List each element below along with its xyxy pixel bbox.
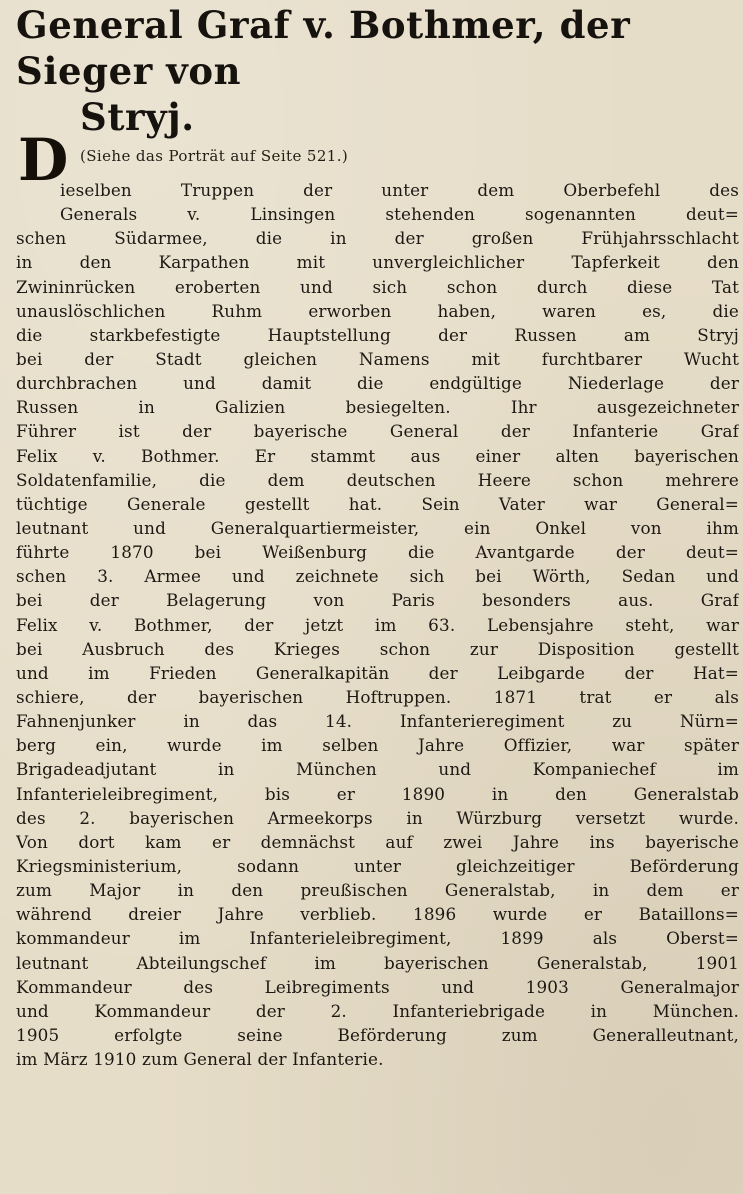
text-line: Von dort kam er demnächst auf zwei Jahre ins bayerische: [16, 831, 739, 852]
article-subtitle: (Siehe das Porträt auf Seite 521.): [80, 147, 349, 165]
text-line: Infanterieleibregiment, bis er 1890 in den Generalstab: [16, 783, 739, 804]
text-line: während dreier Jahre verblieb. 1896 wurde er Bataillons=: [16, 904, 739, 925]
text-line: Fahnenjunker in das 14. Infanterieregiment zu Nürn=: [16, 711, 739, 732]
article-title-line-2: Stryj.: [80, 95, 195, 139]
text-line: ieselben Truppen der unter dem Oberbefehl des: [60, 180, 739, 200]
text-line: bei der Stadt gleichen Namens mit furchtbarer Wucht: [16, 348, 739, 369]
text-line: leutnant und Generalquartiermeister, ein Onkel von ihm: [16, 517, 739, 538]
text-line: Kriegsministerium, sodann unter gleichzeitiger Beförderung: [16, 855, 739, 876]
text-line: Führer ist der bayerische General der Infanterie Graf: [16, 421, 739, 442]
text-line: unauslöschlichen Ruhm erworben haben, waren es, die: [16, 300, 739, 321]
text-line: und im Frieden Generalkapitän der Leibgarde der Hat=: [16, 662, 739, 683]
article-title-line-1: General Graf v. Bothmer, der Sieger von: [16, 3, 631, 93]
drop-cap: D: [18, 126, 69, 194]
text-line: 1905 erfolgte seine Beförderung zum Generalleutnant,: [16, 1024, 739, 1045]
text-line: des 2. bayerischen Armeekorps in Würzburg versetzt wurde.: [16, 807, 739, 828]
text-line: und Kommandeur der 2. Infanteriebrigade in München.: [16, 1000, 739, 1021]
text-line: Russen in Galizien besiegelten. Ihr ausgezeichneter: [16, 397, 739, 418]
article-title: [16, 2, 739, 140]
text-line: Soldatenfamilie, die dem deutschen Heere schon mehrere: [16, 469, 739, 490]
text-line: Kommandeur des Leibregiments und 1903 Generalmajor: [16, 976, 739, 997]
text-line: kommandeur im Infanterieleibregiment, 1899 als Oberst=: [16, 928, 739, 949]
text-line: die starkbefestigte Hauptstellung der Russen am Stryj: [16, 324, 739, 345]
text-line: bei der Belagerung von Paris besonders aus. Graf: [16, 590, 739, 611]
text-line: Felix v. Bothmer. Er stammt aus einer alten bayerischen: [16, 445, 739, 466]
text-line: führte 1870 bei Weißenburg die Avantgarde der deut=: [16, 542, 739, 563]
text-line: tüchtige Generale gestellt hat. Sein Vater war General=: [16, 493, 739, 514]
text-line: Zwininrücken eroberten und sich schon durch diese Tat: [16, 276, 739, 297]
article-body: [16, 178, 739, 1071]
text-line: Felix v. Bothmer, der jetzt im 63. Lebensjahre steht, war: [16, 614, 739, 635]
text-line: zum Major in den preußischen Generalstab, in dem er: [16, 880, 739, 901]
text-line: Brigadeadjutant in München und Kompaniechef im: [16, 759, 739, 780]
text-line: im März 1910 zum General der Infanterie.: [16, 1049, 384, 1070]
text-line: bei Ausbruch des Krieges schon zur Disposition gestellt: [16, 638, 739, 659]
text-line: durchbrachen und damit die endgültige Niederlage der: [16, 373, 739, 394]
text-line: Generals v. Linsingen stehenden sogenannten deut=: [60, 204, 739, 225]
text-line: leutnant Abteilungschef im bayerischen Generalstab, 1901: [16, 952, 739, 973]
text-line: schen Südarmee, die in der großen Frühjahrsschlacht: [16, 228, 739, 249]
text-line: schen 3. Armee und zeichnete sich bei Wörth, Sedan und: [16, 566, 739, 587]
text-line: schiere, der bayerischen Hoftruppen. 1871 trat er als: [16, 686, 739, 707]
text-line: berg ein, wurde im selben Jahre Offizier, war später: [16, 735, 739, 756]
text-line: in den Karpathen mit unvergleichlicher Tapferkeit den: [16, 252, 739, 273]
